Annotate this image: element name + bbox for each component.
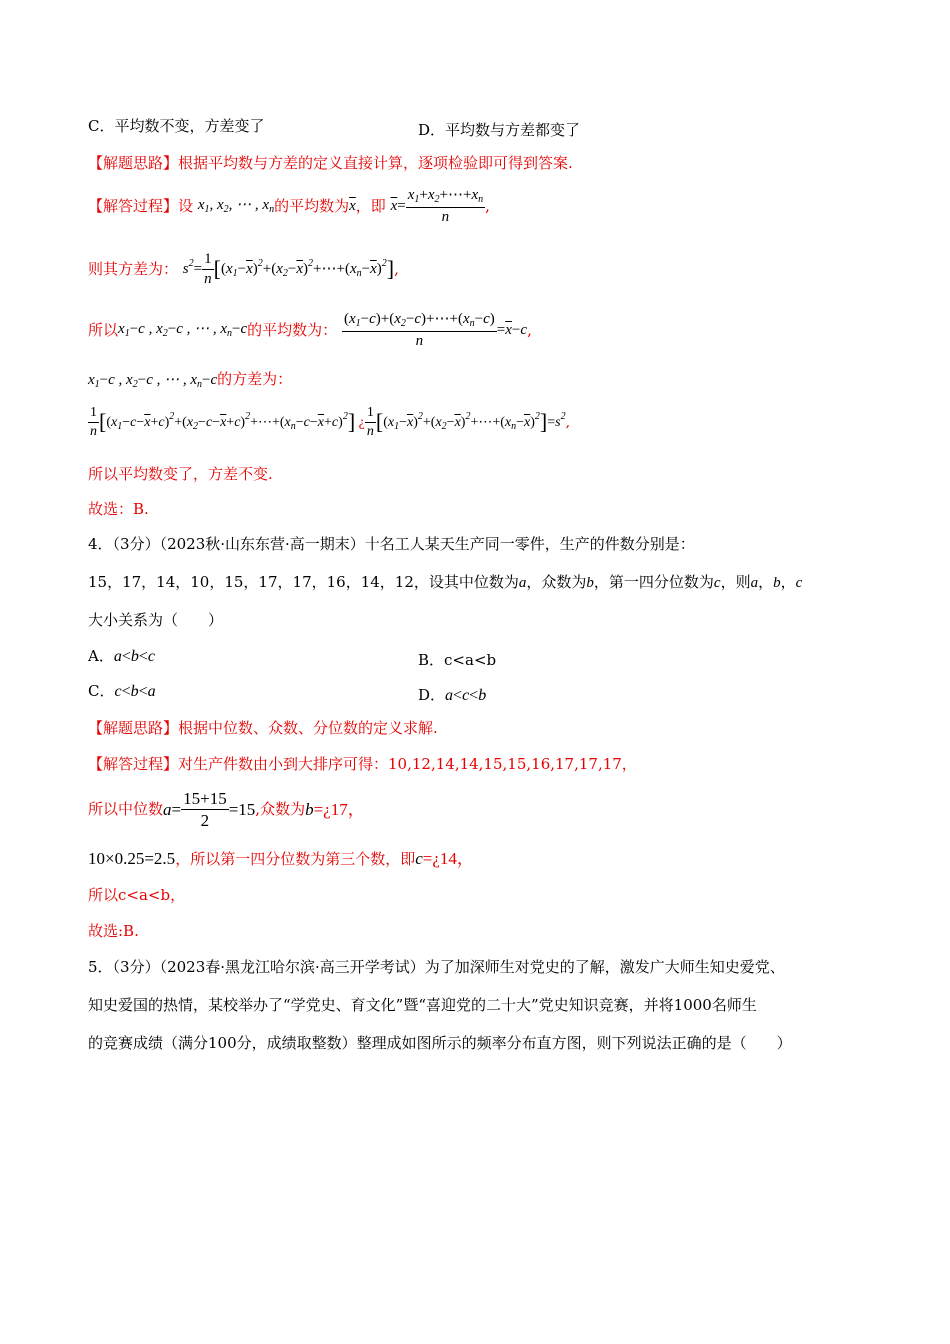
q4-data: 15，17，14，10，15，17，17，16，14，12，设其中位数为 (88, 573, 519, 591)
shifted-variance-label-line (88, 372, 292, 390)
opt-a-label: A． (88, 647, 114, 665)
q4-median-line: 所以中位数a= $\frac{15+15}{2}$ =15,众数为b=¿17， (88, 789, 365, 830)
q4-stem-3: 大小关系为（ ） (88, 611, 224, 629)
proc-mean: 的平均数为 (274, 197, 350, 215)
mode-value: =¿17， (313, 800, 365, 819)
q4-quartile-line: 10×0.25=2.5，所以第一四分位数为第三个数，即c=¿14， (88, 849, 474, 868)
q4-stem-1: 4．（3分）（2023秋·山东东营·高一期末）十名工人某天生产同一零件，生产的件数分别是： (88, 535, 695, 553)
shifted-list: $x_1-c$ , $x_2-c$ , ⋯ , $x_n-c$ (118, 321, 248, 339)
q5-stem-3: 的竞赛成绩（满分100分，成绩取整数）整理成如图所示的频率分布直方图，则下列说法正确的是（ ） (88, 1034, 792, 1052)
q5-stem-1: 5．（3分）（2023春·黑龙江哈尔滨·高三开学考试）为了加深师生对党史的了解，激发广大师生知史爱党、 (88, 958, 785, 976)
q4-stem-2: 15，17，14，10，15，17，17，16，14，12，设其中位数为a，众数为b，第一四分位数为c，则a，b，c (88, 573, 803, 591)
quartile-expr: 10×0.25=2.5 (88, 849, 176, 868)
shifted-mean-formula: $\frac{(x_1-c)+(x_2-c)+\cdots+(x_n-c)}{n}$ $=\overline{x}-c$ (343, 311, 528, 349)
mean-label-a: 所以 (88, 321, 119, 339)
q4-so: 所以c<a<b， (88, 886, 186, 904)
variance-label: 则其方差为： (88, 260, 179, 278)
quartile-value: =¿14， (422, 849, 474, 868)
shifted-list-2: $x_1-c$ , $x_2-c$ , ⋯ , $x_n-c$ (88, 372, 218, 390)
mean-symbol: $\overline{x}$ (349, 198, 356, 214)
q4-proc-tag: 【解答过程】 (88, 755, 179, 773)
solution-process-line: 【解答过程】设 $x_1$, $x_2$, ⋯ , $x_n$的平均数为$\overline{x}$，即 $\overline{x}=$ $\frac{x_1+x_2+\cdots+x_n}{n}$ , (88, 187, 490, 225)
variance-line: 则其方差为： $s^2=$ $\frac{1}{n}$ $[(x_1-\overline{x})^2+(x_2-\overline{x})^2+\cdots+(x_n-\overline{x})^2]$, (88, 251, 399, 287)
proc-set: 设 (178, 197, 194, 215)
q4-process (88, 757, 637, 772)
q4-option-a: A．a<b<c (88, 647, 156, 665)
quartile-text: ，所以第一四分位数为第三个数，即 (175, 850, 416, 868)
q4-idea-text: 根据中位数、众数、分位数的定义求解. (178, 719, 438, 737)
opt-b-label: B． (418, 651, 445, 669)
option-d: D．平均数与方差都变了 (418, 121, 581, 139)
shifted-mean-line: 所以$x_1-c$ , $x_2-c$ , ⋯ , $x_n-c$的平均数为： $\frac{(x_1-c)+(x_2-c)+\cdots+(x_n-c)}{n}$ $=\overline{x}-c$, (88, 311, 532, 349)
q4-proc-text: 对生产件数由小到大排序可得：10,12,14,14,15,15,16,17,17,17， (178, 755, 637, 773)
proc-tag: 【解答过程】 (88, 197, 179, 215)
var-label-b: 的方差为： (217, 370, 293, 388)
q4-option-b (418, 649, 496, 670)
median-value: =15 (228, 800, 256, 819)
variance-formula: $s^2=$ $\frac{1}{n}$ $[(x_1-\overline{x})^2+(x_2-\overline{x})^2+\cdots+(x_n-\overline{x})^2]$ (182, 251, 395, 287)
q4-quartile-text: ，第一四分位数为 (593, 573, 714, 591)
mode-label: ,众数为 (255, 800, 306, 818)
q3-answer: 故选：B. (88, 500, 149, 518)
q4-option-c: C．c<b<a (88, 682, 156, 700)
q4-then-text: ，则 (720, 573, 751, 591)
mean-formula: $\overline{x}=$ $\frac{x_1+x_2+\cdots+x_n}{n}$ (390, 187, 484, 225)
idea-text: 根据平均数与方差的定义直接计算，逐项检验即可得到答案. (178, 154, 573, 172)
shifted-variance-formula: $\frac{1}{n}$ $[(x_1-c-\overline{x}+c)^2+(x_2-c-\overline{x}+c)^2+\cdots+(x_n-c-\overline{x}+c)^2]$ ¿ $\frac{1}{n}$ $[(x_1-\overline{x})^2+(x_2-\overline{x})^2+\cdots+(x_n-\overline{x})^2]=s^2$, (90, 405, 571, 439)
sample-list: $x_1$, $x_2$, ⋯ , $x_n$ (197, 197, 275, 215)
q4-mode-text: ，众数为 (526, 573, 587, 591)
opt-b-text: c<a<b (444, 651, 497, 669)
solution-idea (88, 156, 573, 171)
option-c: C．平均数不变，方差变了 (88, 117, 265, 135)
opt-d-label: D． (418, 686, 446, 704)
q3-conclusion: 所以平均数变了，方差不变. (88, 465, 273, 483)
q4-idea (88, 721, 438, 736)
mean-label-b: 的平均数为： (247, 321, 338, 339)
q4-option-d: D．a<c<b (418, 686, 487, 704)
q4-answer: 故选:B. (88, 922, 139, 940)
shifted-variance-expr: $\frac{1}{n}$ $[(x_1-c-\overline{x}+c)^2+(x_2-c-\overline{x}+c)^2+\cdots+(x_n-c-\overline{x}+c)^2]$ ¿ $\frac{1}{n}$ $[(x_1-\overline{x})^2+(x_2-\overline{x})^2+\cdots+(x_n-\overline{x})^2]=s^2$ (90, 405, 566, 439)
opt-c-label: C． (88, 682, 115, 700)
median-label: 所以中位数 (88, 800, 164, 818)
q5-stem-2: 知史爱国的热情，某校举办了“学党史、育文化”暨“喜迎党的二十大”党史知识竞赛，并将1000名师生 (88, 996, 757, 1014)
proc-ie: ，即 (355, 197, 386, 215)
q4-idea-tag: 【解题思路】 (88, 719, 179, 737)
median-fraction: $\frac{15+15}{2}$ (183, 789, 227, 830)
idea-tag: 【解题思路】 (88, 154, 179, 172)
